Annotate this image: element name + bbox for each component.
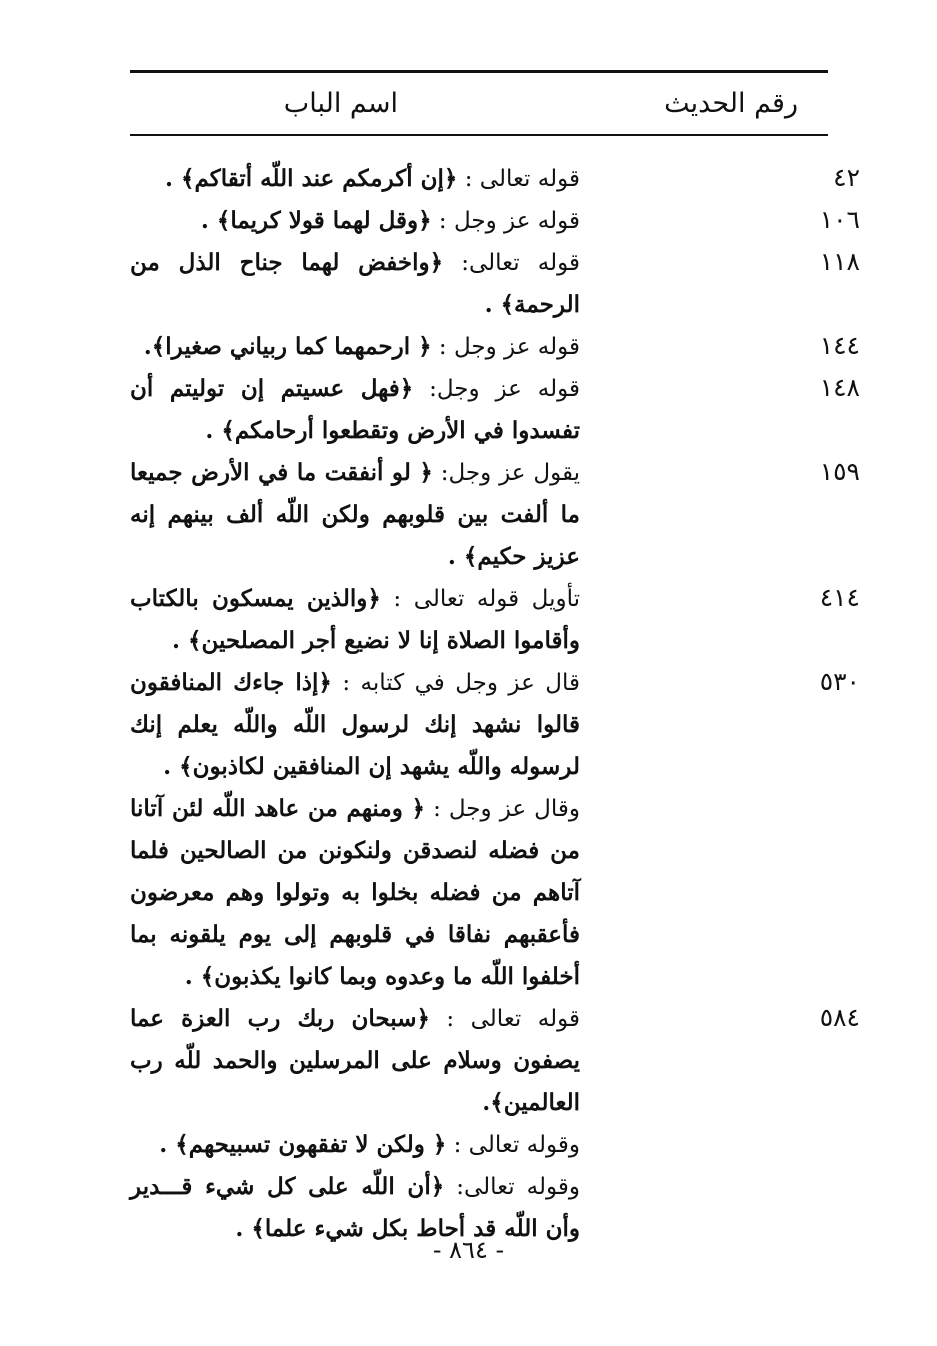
table-header <box>130 82 828 128</box>
entry-intro: قوله عز وجل : <box>431 208 580 234</box>
table-row <box>130 998 860 1250</box>
header-rule <box>130 134 828 136</box>
chapter-entry <box>130 1124 580 1166</box>
entry-intro: قوله تعالى : <box>429 1006 580 1032</box>
verse-quote: ﴿والذين يمسكون بالكتاب وأقاموا الصلاة إنا لا نضيع أجر المصلحين﴾ . <box>130 585 580 654</box>
chapter-entry <box>130 242 580 326</box>
verse-quote: ﴿ ارحمهما كما ربياني صغيرا﴾. <box>143 333 432 360</box>
entry-intro: وقوله تعالى : <box>446 1132 580 1158</box>
entry-intro: تأويل قوله تعالى : <box>380 586 581 612</box>
chapter-text <box>130 242 580 326</box>
header-number-label: رقم الحديث <box>664 88 798 119</box>
hadith-number: ٤٢ <box>833 163 860 192</box>
chapter-entry <box>130 662 580 788</box>
hadith-number: ١١٨ <box>819 247 860 276</box>
chapter-text <box>130 368 580 452</box>
chapter-text <box>130 662 580 998</box>
entry-intro: قوله عز وجل: <box>413 376 580 402</box>
chapter-entry <box>130 452 580 578</box>
hadith-number: ١٥٩ <box>819 457 860 486</box>
entry-intro: قوله عز وجل : <box>431 334 580 360</box>
table-row <box>130 158 860 200</box>
chapter-text <box>130 452 580 578</box>
table-row <box>130 200 860 242</box>
chapter-entry <box>130 578 580 662</box>
verse-quote: ﴿ ولكن لا تفقهون تسبيحهم﴾ . <box>159 1131 447 1158</box>
chapter-text <box>130 200 580 242</box>
page-number: - ٨٦٤ - <box>432 1236 505 1264</box>
verse-quote: ﴿وقل لهما قولا كريما﴾ . <box>200 207 432 234</box>
table-row <box>130 452 860 578</box>
chapter-entry <box>130 998 580 1124</box>
verse-quote: ﴿سبحان ربك رب العزة عما يصفون وسلام على المرسلين والحمد للّه رب العالمين﴾. <box>130 1005 580 1116</box>
entry-intro: قوله تعالى : <box>457 166 580 192</box>
verse-quote: ﴿ لو أنفقت ما في الأرض جميعا ما ألفت بين قلوبهم ولكن اللّه ألف بينهم إنه عزيز حكيم﴾ . <box>130 459 580 570</box>
table-row <box>130 662 860 998</box>
chapter-text <box>130 998 580 1250</box>
verse-quote: ﴿فهل عسيتم إن توليتم أن تفسدوا في الأرض وتقطعوا أرحامكم﴾ . <box>130 375 580 444</box>
verse-quote: ﴿إن أكرمكم عند اللّه أتقاكم﴾ . <box>164 165 458 192</box>
chapter-entry <box>130 158 580 200</box>
hadith-number: ٤١٤ <box>819 583 860 612</box>
chapter-entry <box>130 788 580 998</box>
chapter-entry <box>130 326 580 368</box>
table-row <box>130 368 860 452</box>
hadith-number: ١٠٦ <box>819 205 860 234</box>
entry-intro: يقول عز وجل: <box>432 460 581 486</box>
verse-quote: ﴿أن اللّه على كل شيء قـــدير وأن اللّه قد أحاط بكل شيء علما﴾ . <box>130 1173 580 1242</box>
chapter-text <box>130 578 580 662</box>
top-rule <box>130 70 828 73</box>
hadith-number: ١٤٤ <box>819 331 860 360</box>
entry-intro: قوله تعالى: <box>443 250 580 276</box>
hadith-number: ٥٨٤ <box>819 1003 860 1032</box>
chapter-text <box>130 326 580 368</box>
table-row <box>130 242 860 326</box>
verse-quote: ﴿إذا جاءك المنافقون قالوا نشهد إنك لرسول اللّه واللّه يعلم إنك لرسوله واللّه يشهد إن المنافقين لكاذبون﴾ . <box>130 669 580 780</box>
verse-quote: ﴿ ومنهم من عاهد اللّه لئن آتانا من فضله لنصدقن ولنكونن من الصالحين فلما آتاهم من فضله بخلوا به وتولوا وهم معرضون فأعقبهم نفاقا في قلوبهم إلى يوم يلقونه بما أخلفوا اللّه ما وعدوه وبما كانوا يكذبون﴾ . <box>130 795 580 990</box>
entry-intro: وقال عز وجل : <box>425 796 580 822</box>
chapter-entry <box>130 200 580 242</box>
index-table <box>130 158 860 1250</box>
hadith-number: ٥٣٠ <box>819 667 860 696</box>
entry-intro: قال عز وجل في كتابه : <box>331 670 581 696</box>
hadith-number: ١٤٨ <box>819 373 860 402</box>
chapter-text <box>130 158 580 200</box>
header-chapter-label: اسم الباب <box>283 88 398 119</box>
verse-quote: ﴿واخفض لهما جناح الذل من الرحمة﴾ . <box>130 249 580 318</box>
table-row <box>130 578 860 662</box>
chapter-entry <box>130 368 580 452</box>
entry-intro: وقوله تعالى: <box>444 1174 580 1200</box>
table-row <box>130 326 860 368</box>
